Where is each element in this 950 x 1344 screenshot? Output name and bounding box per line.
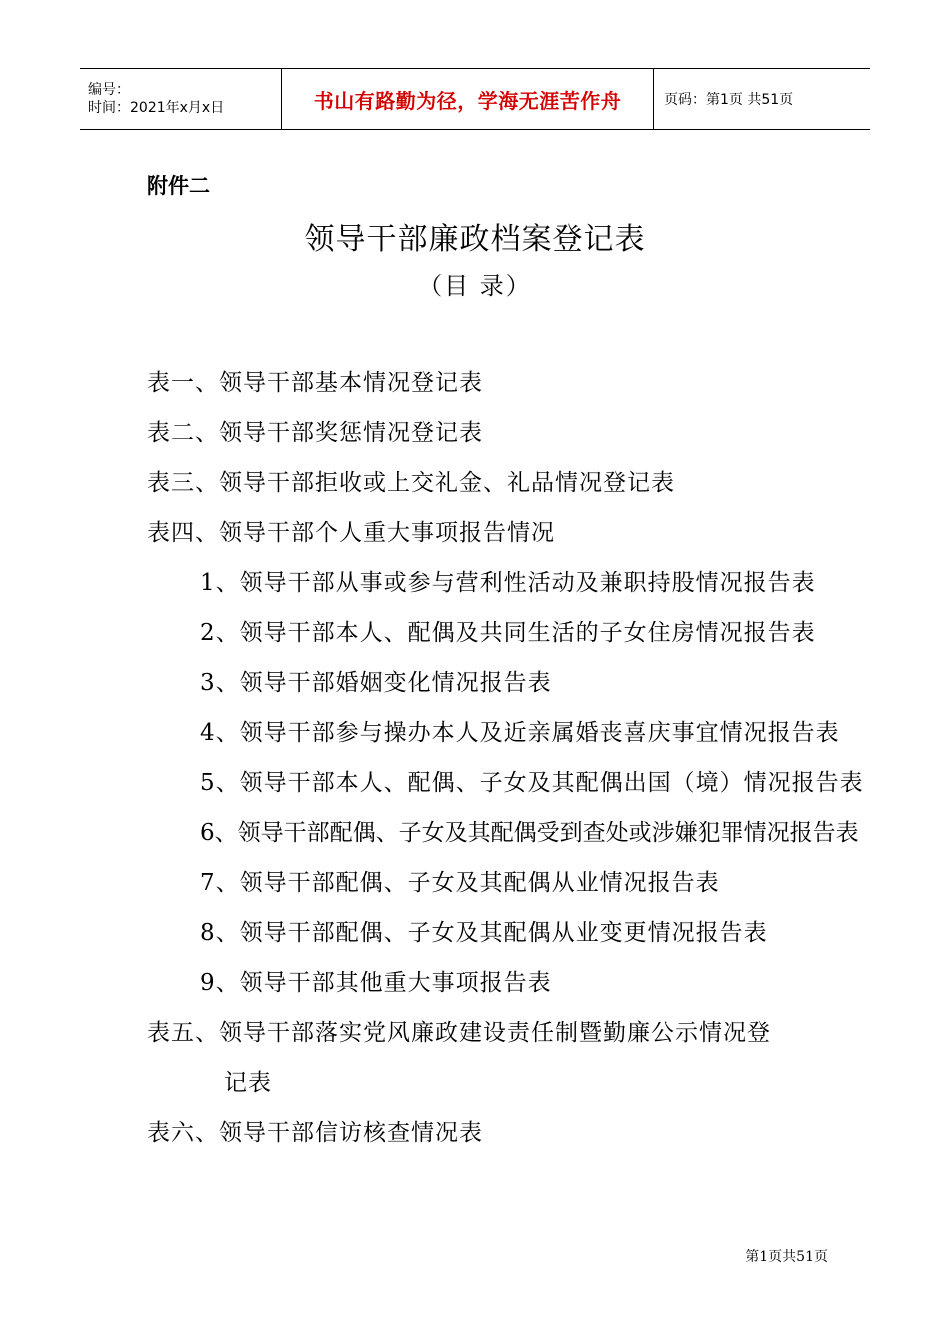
toc-subitem: 9、领导干部其他重大事项报告表 (200, 970, 552, 996)
number-label: 编号： (88, 82, 130, 98)
toc-subitem: 1、领导干部从事或参与营利性活动及兼职持股情况报告表 (200, 570, 816, 596)
page-footer: 第1页共51页 (745, 1249, 828, 1265)
toc-item: 表二、领导干部奖惩情况登记表 (147, 420, 483, 446)
attachment-label: 附件二 (147, 174, 210, 198)
toc-item-continuation: 记表 (224, 1070, 272, 1096)
toc-subitem: 4、领导干部参与操办本人及近亲属婚丧喜庆事宜情况报告表 (200, 720, 840, 746)
document-subtitle: （目 录） (418, 272, 532, 300)
toc-subitem: 5、领导干部本人、配偶、子女及其配偶出国（境）情况报告表 (200, 770, 864, 796)
toc-item: 表一、领导干部基本情况登记表 (147, 370, 483, 396)
page-label: 页码：第1页 共51页 (664, 92, 794, 108)
toc-subitem: 2、领导干部本人、配偶及共同生活的子女住房情况报告表 (200, 620, 816, 646)
toc-item: 表五、领导干部落实党风廉政建设责任制暨勤廉公示情况登 (147, 1020, 771, 1046)
toc-subitem: 8、领导干部配偶、子女及其配偶从业变更情况报告表 (200, 920, 768, 946)
header-motto-cell (282, 69, 654, 129)
document-title: 领导干部廉政档案登记表 (304, 222, 646, 257)
page-header (80, 68, 870, 130)
toc-subitem: 3、领导干部婚姻变化情况报告表 (200, 670, 552, 696)
toc-subitem: 7、领导干部配偶、子女及其配偶从业情况报告表 (200, 870, 720, 896)
toc-subitem: 6、领导干部配偶、子女及其配偶受到查处或涉嫌犯罪情况报告表 (200, 820, 859, 846)
motto: 书山有路勤为径，学海无涯苦作舟 (313, 88, 622, 113)
header-meta (80, 69, 282, 129)
toc-item: 表六、领导干部信访核查情况表 (147, 1120, 483, 1146)
toc-item: 表四、领导干部个人重大事项报告情况 (147, 520, 555, 546)
toc-item: 表三、领导干部拒收或上交礼金、礼品情况登记表 (147, 470, 675, 496)
time-label: 时间：2021年x月x日 (88, 100, 225, 116)
header-page-cell (654, 69, 870, 129)
